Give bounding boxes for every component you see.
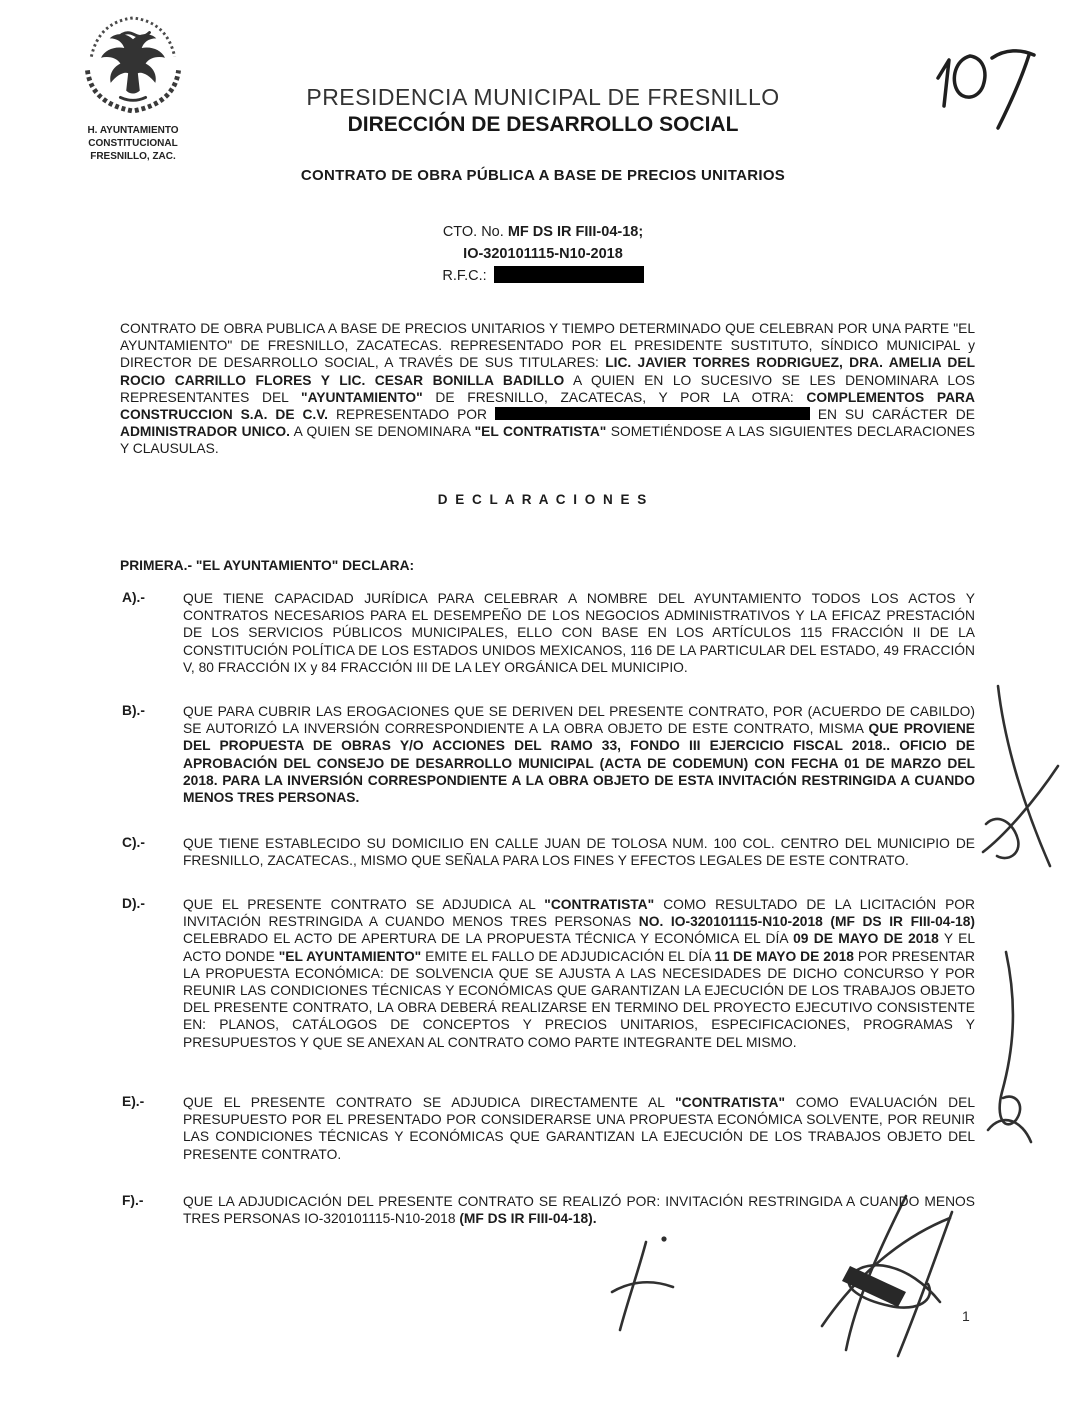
clause-label: A).-: [122, 590, 145, 605]
clause-item-b: [122, 703, 975, 806]
clause-text: QUE LA ADJUDICACIÓN DEL PRESENTE CONTRATO SE REALIZÓ POR: INVITACIÓN RESTRINGIDA A CUANDO MENOS TRES PERSONAS IO-320101115-N10-2018 (MF DS IR FIII-04-18).: [183, 1194, 975, 1227]
clause-text: QUE EL PRESENTE CONTRATO SE ADJUDICA AL "CONTRATISTA" COMO RESULTADO DE LA LICITACIÓN POR INVITACIÓN RESTRINGIDA A CUANDO MENOS TRES PERSONAS NO. IO-320101115-N10-2018 (MF DS IR FIII-04-18) CELEBRADO EL ACTO DE APERTURA DE LA PROPUESTA TÉCNICA Y ECONÓMICA EL DÍA 09 DE MAYO DE 2018 Y EL ACTO DONDE "EL AYUNTAMIENTO" EMITE EL FALLO DE ADJUDICACIÓN EL DÍA 11 DE MAYO DE 2018 POR PRESENTAR LA PROPUESTA ECONÓMICA: DE SOLVENCIA QUE SE AJUSTA A LAS NECESIDADES DE DICHO CONCURSO Y POR REUNIR LAS CONDICIONES TÉCNICAS Y ECONÓMICAS QUE GARANTIZAN LA EJECUCIÓN DE LOS TRABAJOS OBJETO DEL PRESENTE CONTRATO, LA OBRA DEBERÁ REALIZARSE EN TERMINO DEL PROYECTO EJECUTIVO CONSISTENTE EN: PLANOS, CATÁLOGOS DE CONCEPTOS Y PRECIOS UNITARIOS, ESPECIFICACIONES, PROGRAMAS Y PRESUPUESTOS Y QUE SE ANEXAN AL CONTRATO COMO PARTE INTEGRANTE DEL MISMO.: [183, 897, 976, 1050]
seal-caption-line: CONSTITUCIONAL: [88, 138, 178, 149]
cto-line: [0, 221, 1086, 243]
clause-label: D).-: [122, 896, 145, 911]
rfc-label: R.F.C.:: [442, 268, 487, 284]
clause-text: QUE PARA CUBRIR LAS EROGACIONES QUE SE DERIVEN DEL PRESENTE CONTRATO, POR (ACUERDO DE CABILDO) SE AUTORIZÓ LA INVERSIÓN CORRESPONDIENTE A LA OBRA OBJETO DE ESTE CONTRATO, MISMA QUE PROVIENE DEL PROPUESTA DE OBRAS Y/O ACCIONES DEL RAMO 33, FONDO III EJERCICIO FISCAL 2018.. OFICIO DE APROBACIÓN DEL CONSEJO DE DESARROLLO MUNICIPAL (ACTA DE CODEMUN) CON FECHA 01 DE MARZO DEL 2018. PARA LA INVERSIÓN CORRESPONDIENTE A LA OBRA OBJETO DE ESTA INVITACIÓN RESTRINGIDA A CUANDO MENOS TRES PERSONAS.: [183, 704, 975, 806]
page-number: 1: [962, 1308, 970, 1324]
clause-label: E).-: [122, 1094, 145, 1109]
clause-text: QUE EL PRESENTE CONTRATO SE ADJUDICA DIRECTAMENTE AL "CONTRATISTA" COMO EVALUACIÓN DEL PRESUPUESTO POR EL PRESENTADO POR CONSIDERARSE UNA PROPUESTA ECONÓMICA SOLVENTE, POR REUNIR LAS CONDICIONES TÉCNICAS Y ECONÓMICAS QUE GARANTIZAN LA EJECUCIÓN DE LOS TRABAJOS OBJETO DEL PRESENTE CONTRATO.: [183, 1095, 975, 1162]
clause-label: B).-: [122, 703, 145, 718]
clause-item-e: [122, 1094, 975, 1163]
primera-heading: PRIMERA.- "EL AYUNTAMIENTO" DECLARA:: [120, 558, 415, 573]
clause-item-a: [122, 590, 975, 676]
rfc-line: [0, 265, 1086, 287]
declarations-heading: D E C L A R A C I O N E S: [437, 492, 649, 507]
page-title: PRESIDENCIA MUNICIPAL DE FRESNILLO: [306, 84, 780, 110]
contract-title: CONTRATO DE OBRA PÚBLICA A BASE DE PRECIOS UNITARIOS: [300, 167, 786, 184]
seal-caption-line: H. AYUNTAMIENTO: [87, 125, 179, 136]
contract-number-block: [0, 221, 1086, 287]
page-subtitle: DIRECCIÓN DE DESARROLLO SOCIAL: [347, 113, 739, 136]
title-block: [0, 84, 1086, 137]
clause-item-c: [122, 835, 975, 869]
clause-text: QUE TIENE ESTABLECIDO SU DOMICILIO EN CALLE JUAN DE TOLOSA NUM. 100 COL. CENTRO DEL MUNICIPIO DE FRESNILLO, ZACATECAS., MISMO QUE SEÑALA PARA LOS FINES Y EFECTOS LEGALES DE ESTE CONTRATO.: [183, 836, 975, 869]
io-number: IO-320101115-N10-2018: [463, 246, 623, 262]
rfc-redaction: [494, 266, 644, 283]
clause-item-d: [122, 896, 975, 1051]
clause-label: F).-: [122, 1193, 144, 1208]
clause-label: C).-: [122, 835, 145, 850]
contract-number: MF DS IR FIII-04-18;: [507, 224, 644, 240]
clause-item-f: [122, 1193, 975, 1227]
seal-caption-line: FRESNILLO, ZAC.: [90, 151, 176, 162]
cto-label: CTO. No.: [442, 224, 508, 240]
intro-paragraph: CONTRATO DE OBRA PUBLICA A BASE DE PRECIOS UNITARIOS Y TIEMPO DETERMINADO QUE CELEBRAN POR UNA PARTE "EL AYUNTAMIENTO" DE FRESNILLO, ZACATECAS. REPRESENTADO POR EL PRESIDENTE SUSTITUTO, SÍNDICO MUNICIPAL y DIRECTOR DE DESARROLLO SOCIAL, A TRAVÉS DE SUS TITULARES: LIC. JAVIER TORRES RODRIGUEZ, DRA. AMELIA DEL ROCIO CARRILLO FLORES Y LIC. CESAR BONILLA BADILLO A QUIEN EN LO SUCESIVO SE LES DENOMINARA LOS REPRESENTANTES DEL "AYUNTAMIENTO" DE FRESNILLO, ZACATECAS, Y POR LA OTRA: COMPLEMENTOS PARA CONSTRUCCION S.A. DE C.V. REPRESENTADO POR EN SU CARÁCTER DE ADMINISTRADOR UNICO. A QUIEN SE DENOMINARA "EL CONTRATISTA" SOMETIÉNDOSE A LAS SIGUIENTES DECLARACIONES Y CLAUSULAS.: [120, 321, 975, 457]
clause-text: QUE TIENE CAPACIDAD JURÍDICA PARA CELEBRAR A NOMBRE DEL AYUNTAMIENTO TODOS LOS ACTOS Y CONTRATOS NECESARIOS PARA EL DESEMPEÑO DE LOS NEGOCIOS ADMINISTRATIVOS Y LA EFICAZ PRESTACIÓN DE LOS SERVICIOS PÚBLICOS MUNICIPALES, ELLO CON BASE EN LOS ARTÍCULOS 115 FRACCIÓN II DE LA CONSTITUCIÓN POLÍTICA DE LOS ESTADOS UNIDOS MEXICANOS, 116 DE LA PARTICULAR DEL ESTADO, 49 FRACCIÓN V, 80 FRACCIÓN IX y 84 FRACCIÓN III DE LA LEY ORGÁNICA DEL MUNICIPIO.: [183, 591, 975, 675]
